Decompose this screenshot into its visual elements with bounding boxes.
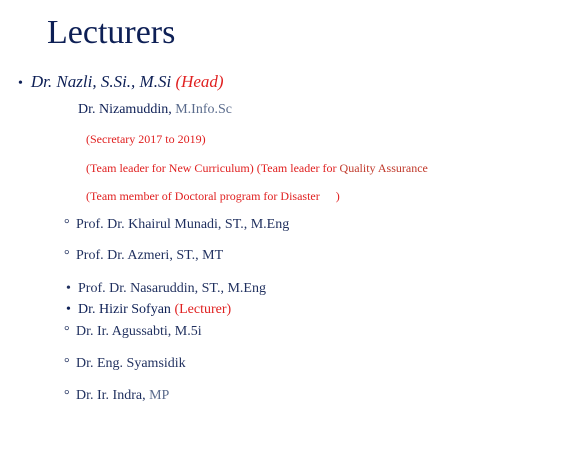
bullet-icon: • xyxy=(18,76,23,91)
bullet-icon: ° xyxy=(64,324,70,339)
lecturer-item: ° Prof. Dr. Khairul Munadi, ST., M.Eng xyxy=(64,217,290,232)
secretary-note: (Secretary 2017 to 2019) xyxy=(86,132,206,146)
bullet-icon: ° xyxy=(64,217,70,232)
bullet-icon: • xyxy=(66,302,71,317)
head-name: Dr. Nazli, S.Si., M.Si xyxy=(30,72,172,91)
page-title: Lecturers xyxy=(47,14,176,51)
team-leader-note: (Team leader for New Curriculum) (Team leader for Quality Assurance xyxy=(86,161,428,175)
secretary-entry xyxy=(78,102,232,118)
lecturer-item: • Prof. Dr. Nasaruddin, ST., M.Eng xyxy=(66,281,266,296)
secretary-degree: M.Info.Sc xyxy=(175,102,232,117)
lecturer-item: • Dr. Hizir Sofyan (Lecturer) xyxy=(66,302,232,317)
lecturer-item: ° Prof. Dr. Azmeri, ST., MT xyxy=(64,248,224,263)
secretary-name: Dr. Nizamuddin, xyxy=(78,102,172,117)
lecturer-note: (Lecturer) xyxy=(174,302,232,317)
lecturer-degree: MP xyxy=(149,388,170,403)
bullet-icon: ° xyxy=(64,248,70,263)
lecturer-item: ° Dr. Ir. Agussabti, M.5i xyxy=(64,324,202,339)
doctoral-note: (Team member of Doctoral program for Disaster ) xyxy=(86,189,340,203)
bullet-icon: ° xyxy=(64,356,70,371)
head-role: (Head) xyxy=(175,72,224,91)
lecturer-item: ° Dr. Eng. Syamsidik xyxy=(64,356,186,371)
bullet-icon: • xyxy=(66,281,71,296)
lecturer-item: ° Dr. Ir. Indra, MP xyxy=(64,388,170,403)
head-entry xyxy=(18,72,224,92)
bullet-icon: ° xyxy=(64,388,70,403)
